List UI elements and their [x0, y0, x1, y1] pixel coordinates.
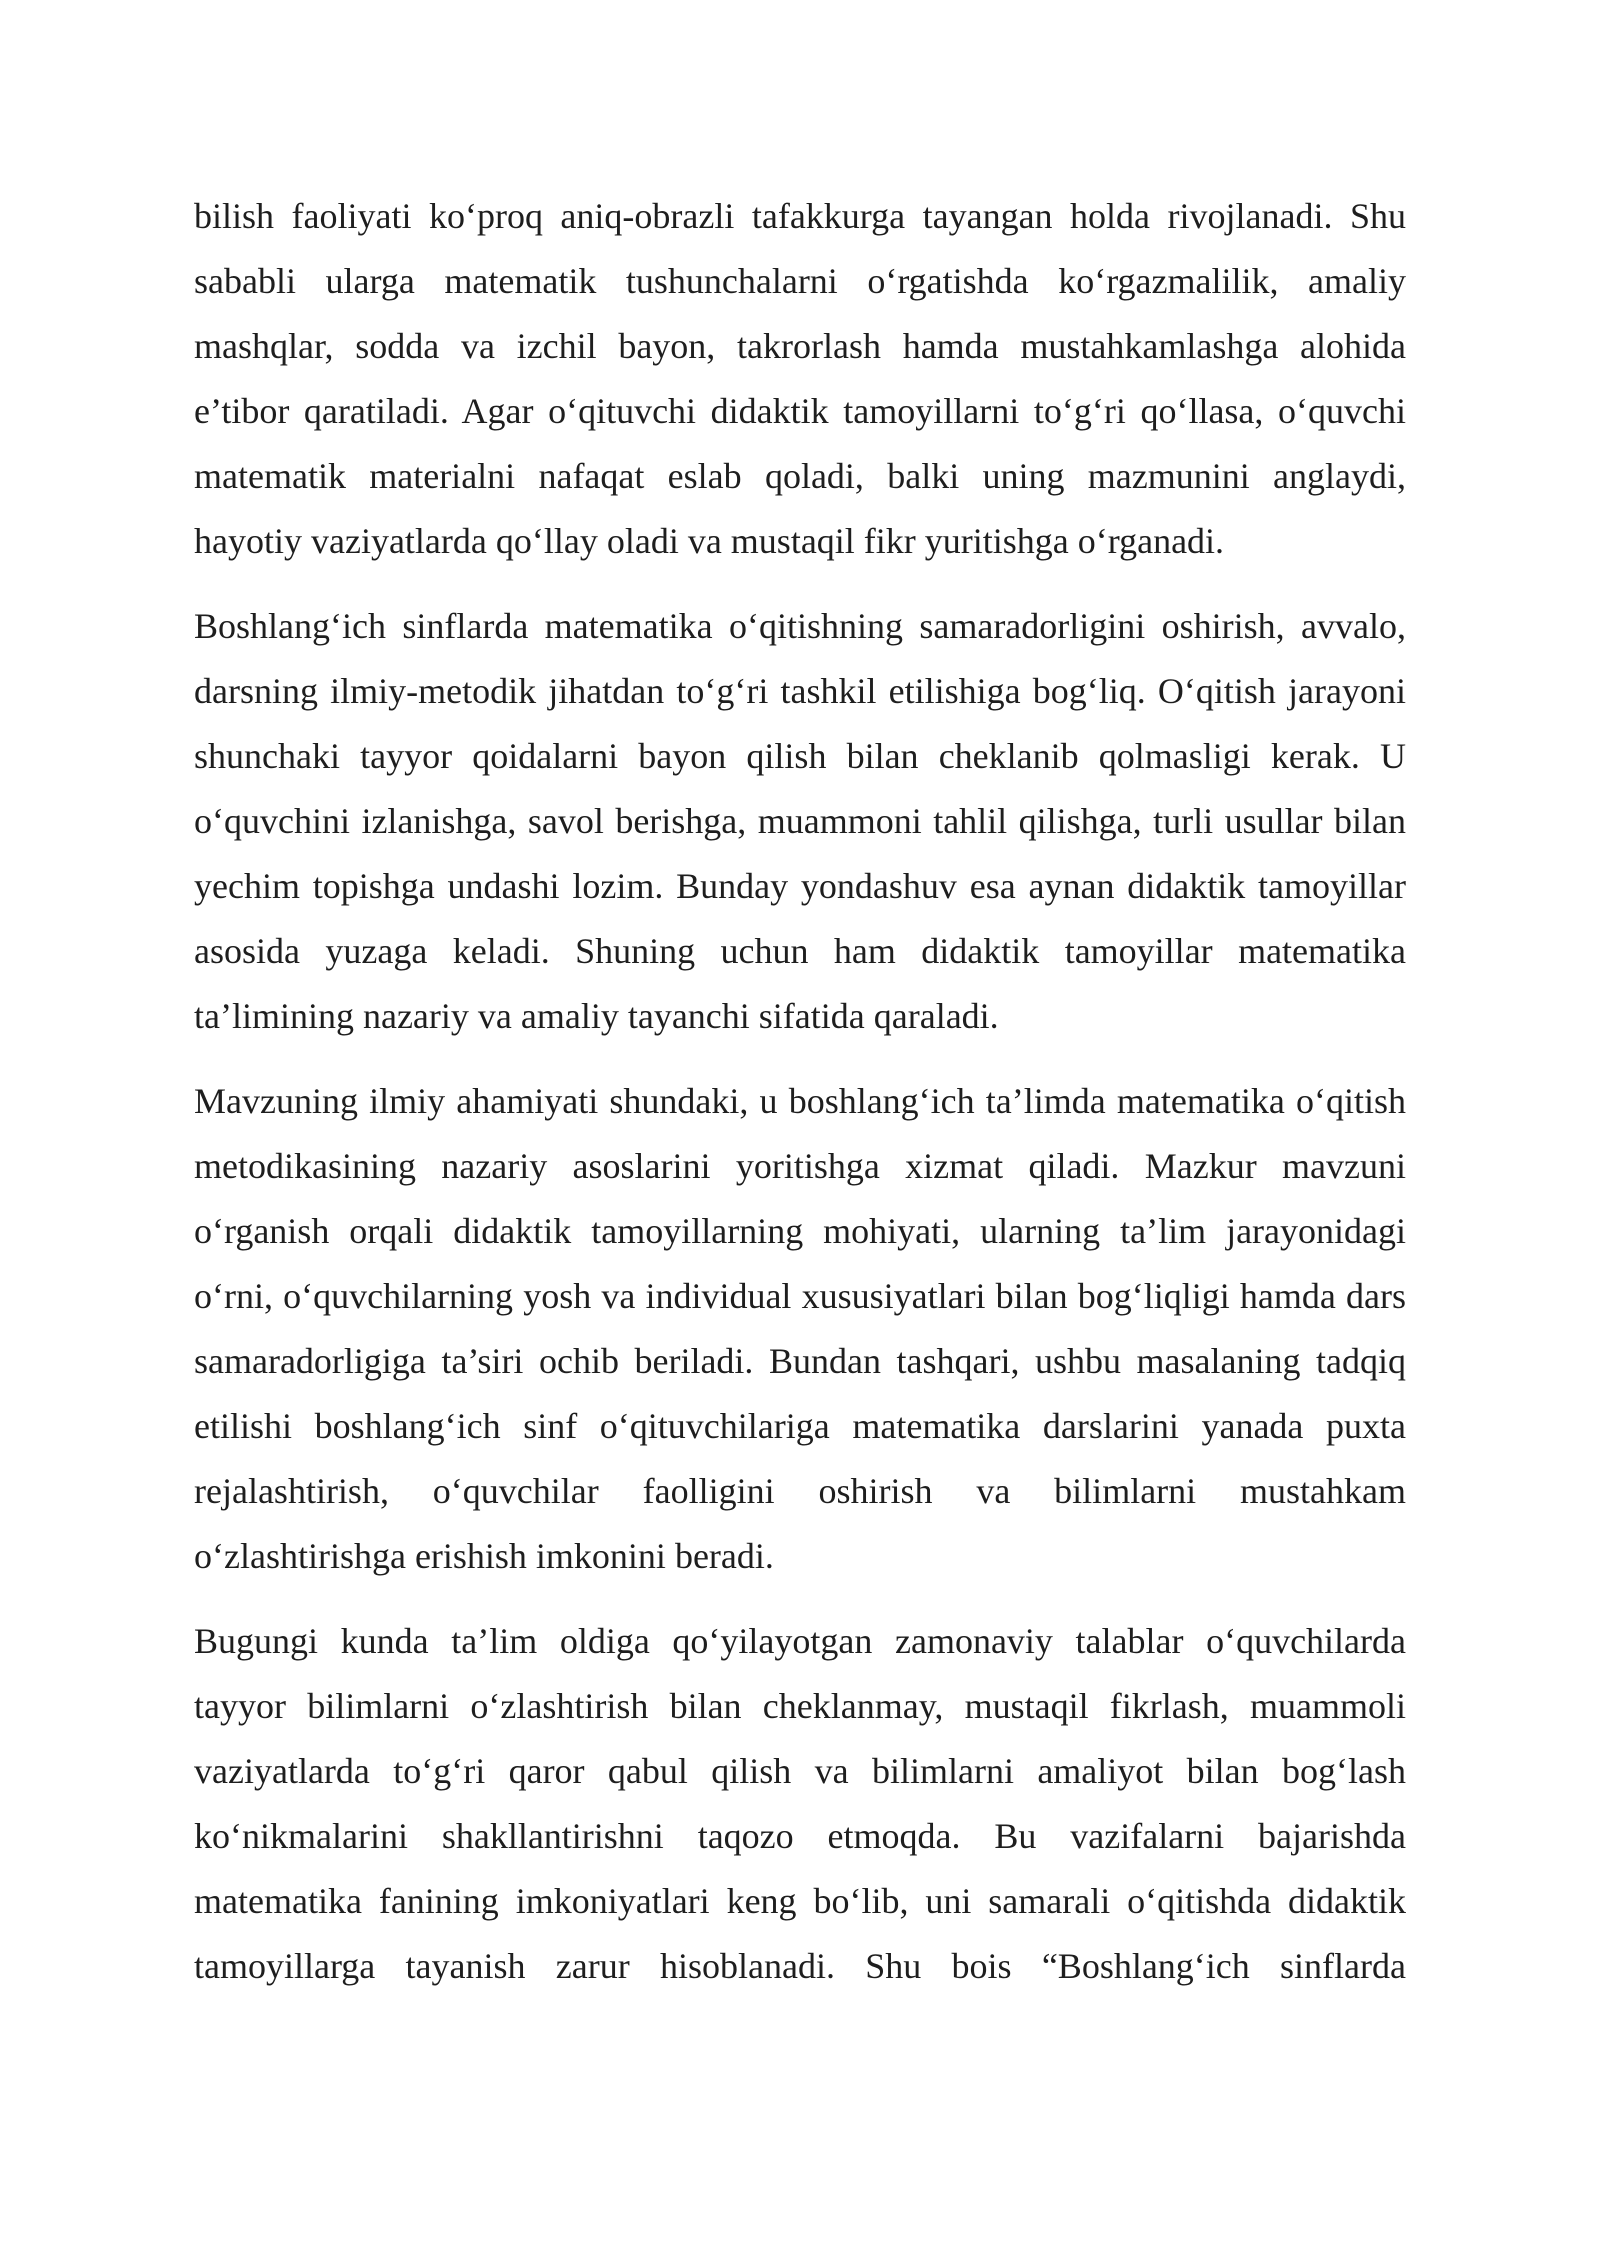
paragraph-4: Bugungi kunda ta’lim oldiga qo‘yilayotgan zamonaviy talablar o‘quvchilarda tayyor bilimlarni o‘zlashtirish bilan cheklanmay, mustaqil fikrlash, muammoli vaziyatlarda to‘g‘ri qaror qabul qilish va bilimlarni amaliyot bilan bog‘lash ko‘nikmalarini shakllantirishni taqozo etmoqda. Bu vazifalarni bajarishda matematika fanining imkoniyatlari keng bo‘lib, uni samarali o‘qitishda didaktik tamoyillarga tayanish zarur hisoblanadi. Shu bois “Boshlang‘ich sinflarda: [194, 1621, 1406, 1986]
paragraph-3: Mavzuning ilmiy ahamiyati shundaki, u boshlang‘ich ta’limda matematika o‘qitish metodikasining nazariy asoslarini yoritishga xizmat qiladi. Mazkur mavzuni o‘rganish orqali didaktik tamoyillarning mohiyati, ularning ta’lim jarayonidagi o‘rni, o‘quvchilarning yosh va individual xususiyatlari bilan bog‘liqligi hamda dars samaradorligiga ta’siri ochib beriladi. Bundan tashqari, ushbu masalaning tadqiq etilishi boshlang‘ich sinf o‘qituvchilariga matematika darslarini yanada puxta rejalashtirish, o‘quvchilar faolligini oshirish va bilimlarni mustahkam o‘zlashtirishga erishish imkonini beradi.: [194, 1081, 1406, 1576]
document-body: [194, 184, 1406, 1999]
paragraph-1: bilish faoliyati ko‘proq aniq-obrazli tafakkurga tayangan holda rivojlanadi. Shu sababli ularga matematik tushunchalarni o‘rgatishda ko‘rgazmalilik, amaliy mashqlar, sodda va izchil bayon, takrorlash hamda mustahkamlashga alohida e’tibor qaratiladi. Agar o‘qituvchi didaktik tamoyillarni to‘g‘ri qo‘llasa, o‘quvchi matematik materialni nafaqat eslab qoladi, balki uning mazmunini anglaydi, hayotiy vaziyatlarda qo‘llay oladi va mustaqil fikr yuritishga o‘rganadi.: [194, 196, 1406, 561]
paragraph-2: Boshlang‘ich sinflarda matematika o‘qitishning samaradorligini oshirish, avvalo, darsning ilmiy-metodik jihatdan to‘g‘ri tashkil etilishiga bog‘liq. O‘qitish jarayoni shunchaki tayyor qoidalarni bayon qilish bilan cheklanib qolmasligi kerak. U o‘quvchini izlanishga, savol berishga, muammoni tahlil qilishga, turli usullar bilan yechim topishga undashi lozim. Bunday yondashuv esa aynan didaktik tamoyillar asosida yuzaga keladi. Shuning uchun ham didaktik tamoyillar matematika ta’limining nazariy va amaliy tayanchi sifatida qaraladi.: [194, 606, 1406, 1036]
